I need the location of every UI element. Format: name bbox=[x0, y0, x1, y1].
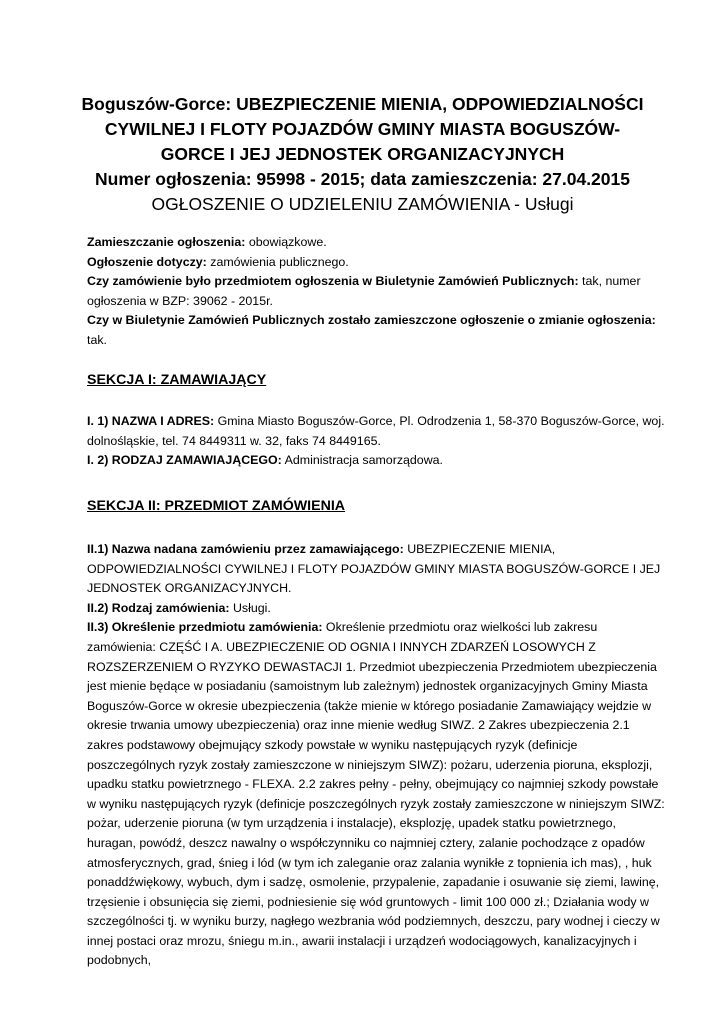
meta-zmiana bbox=[87, 311, 667, 350]
field-value: Administracja samorządowa. bbox=[281, 453, 443, 468]
section-2-rodzaj bbox=[87, 599, 667, 619]
title-line-3: GORCE I JEJ JEDNOSTEK ORGANIZACYJNYCH bbox=[160, 144, 565, 164]
meta-label: Czy w Biuletynie Zamówień Publicznych zostało zamieszczone ogłoszenie o zmianie ogłoszenia: bbox=[87, 313, 656, 328]
section-2-heading: SEKCJA II: PRZEDMIOT ZAMÓWIENIA bbox=[87, 498, 346, 514]
title-line-1: Boguszów-Gorce: UBEZPIECZENIE MIENIA, ODPOWIEDZIALNOŚCI bbox=[81, 94, 644, 114]
field-value: Gmina Miasto Boguszów-Gorce, Pl. Odrodzenia 1, 58-370 Boguszów-Gorce, woj. dolnośląskie, tel. 74 8449311 w. 32, faks 74 8449165. bbox=[87, 414, 665, 448]
meta-zamieszczanie bbox=[87, 233, 667, 253]
field-label: I. 2) RODZAJ ZAMAWIAJĄCEGO: bbox=[87, 453, 282, 468]
field-label: II.3) Określenie przedmiotu zamówienia: bbox=[87, 620, 323, 635]
meta-label: Zamieszczanie ogłoszenia: bbox=[87, 235, 246, 249]
field-label: II.2) Rodzaj zamówienia: bbox=[87, 600, 230, 615]
announcement-number: Numer ogłoszenia: 95998 - 2015; data zamieszczenia: 27.04.2015 bbox=[95, 169, 630, 189]
meta-label: Ogłoszenie dotyczy: bbox=[87, 254, 207, 269]
meta-dotyczy bbox=[87, 253, 667, 273]
section-2-body bbox=[87, 540, 667, 971]
field-value: UBEZPIECZENIE MIENIA, ODPOWIEDZIALNOŚCI CYWILNEJ I FLOTY POJAZDÓW GMINY MIASTA BOGUSZÓW-GORCE I JEJ JEDNOSTEK ORGANIZACYJNYCH. bbox=[87, 542, 661, 596]
meta-biuletyn bbox=[87, 272, 667, 311]
title-line-2: CYWILNEJ I FLOTY POJAZDÓW GMINY MIASTA BOGUSZÓW- bbox=[104, 119, 621, 139]
field-value: Określenie przedmiotu oraz wielkości lub zakresu zamówienia: CZĘŚĆ I A. UBEZPIECZENIE OD OGNIA I INNYCH ZDARZEŃ LOSOWYCH Z ROZSZERZENIEM O RYZYKO DEWASTACJI 1. Przedmiot ubezpieczenia Przedmiotem ubezpieczenia jest mienie będące w posiadaniu (samoistnym lub zależnym) jednostek organizacyjnych Gminy Miasta Boguszów-Gorce w okresie ubezpieczenia (także mienie w którego posiadanie Zamawiający wejdzie w okresie trwania umowy ubezpieczenia) oraz inne mienie według SIWZ. 2 Zakres ubezpieczenia 2.1 zakres podstawowy obejmujący szkody powstałe w wyniku następujących ryzyk (definicje poszczególnych ryzyk zostały zamieszczone w niniejszym SIWZ): pożaru, uderzenia pioruna, eksplozji, upadku statku powietrznego - FLEXA. 2.2 zakres pełny - pełny, obejmujący co najmniej szkody powstałe w wyniku następujących ryzyk (definicje poszczególnych ryzyk zostały zamieszczone w niniejszym SIWZ: pożar, uderzenie pioruna (w tym urządzenia i instalacje), eksplozję, upadek statku powietrznego, huragan, powódź, deszcz nawalny o współczynniku co najmniej cztery, zalanie pochodzące z opadów atmosferycznych, grad, śnieg i lód (w tym ich zaleganie oraz zalania wynikłe z topnienia ich mas), , huk ponaddźwiękowy, wybuch, dym i sadzę, osmolenie, przypalenie, zapadanie i osuwanie się ziemi, lawinę, trzęsienie i obsunięcia się ziemi, podniesienie się wód gruntowych - limit 100 000 zł.; Działania wody w szczególności tj. w wyniku burzy, nagłego wezbrania wód podziemnych, deszczu, pary wodnej i cieczy w innej postaci oraz mrozu, śniegu m.in., awarii instalacji i urządzeń wodociągowych, kanalizacyjnych i podobnych, bbox=[87, 620, 665, 968]
meta-value: tak. bbox=[87, 332, 107, 347]
section-2-okreslenie bbox=[87, 618, 667, 971]
meta-value: tak, numer ogłoszenia w BZP: 39062 - 2015r. bbox=[87, 274, 641, 308]
section-1-body bbox=[87, 412, 667, 471]
meta-label: Czy zamówienie było przedmiotem ogłoszenia w Biuletynie Zamówień Publicznych: bbox=[87, 274, 579, 289]
field-label: II.1) Nazwa nadana zamówieniu przez zamawiającego: bbox=[87, 542, 404, 556]
section-2-nazwa bbox=[87, 540, 667, 599]
section-1-rodzaj bbox=[87, 451, 667, 471]
announcement-type: OGŁOSZENIE O UDZIELENIU ZAMÓWIENIA - Usługi bbox=[151, 194, 574, 214]
section-1-nazwa bbox=[87, 412, 667, 451]
meta-value: obowiązkowe. bbox=[245, 235, 327, 249]
meta-value: zamówienia publicznego. bbox=[206, 254, 349, 269]
section-1-heading: SEKCJA I: ZAMAWIAJĄCY bbox=[87, 372, 267, 388]
field-label: I. 1) NAZWA I ADRES: bbox=[87, 414, 215, 428]
field-value: Usługi. bbox=[229, 600, 271, 615]
announcement-meta bbox=[87, 233, 667, 351]
document-title bbox=[60, 92, 665, 217]
